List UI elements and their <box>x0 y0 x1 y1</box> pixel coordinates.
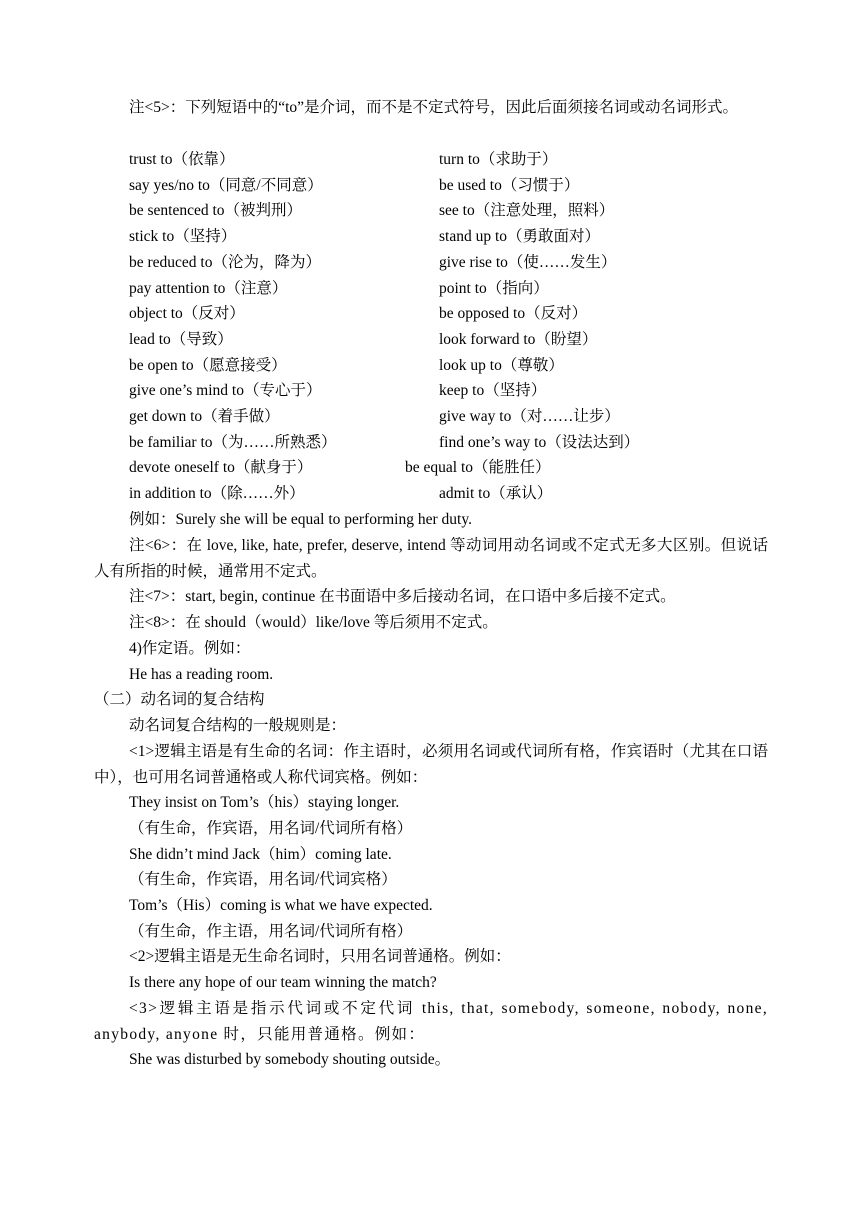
phrase-left-4: stick to（坚持） <box>129 228 237 245</box>
rule-1-example-3: Tom’s（His）coming is what we have expected. <box>129 897 433 914</box>
rule-2: <2>逻辑主语是无生命名词时，只用名词普通格。例如： <box>129 948 511 965</box>
phrase-left-11: get down to（着手做） <box>129 408 280 425</box>
phrase-left-3: be sentenced to（被判刑） <box>129 202 303 219</box>
rule-1-example-1: They insist on Tom’s（his）staying longer. <box>129 794 400 811</box>
phrase-right-11: give way to（对……让步） <box>439 408 620 425</box>
rule-1-example-3-note: （有生命，作主语，用名词/代词所有格） <box>129 923 413 940</box>
phrase-right-3: see to（注意处理，照料） <box>439 202 615 219</box>
phrase-right-8: look forward to（盼望） <box>439 331 598 348</box>
note-7: 注<7>：start, begin, continue 在书面语中多后接动名词，在口语中多后接不定式。 <box>129 588 676 605</box>
phrase-left-13: devote oneself to（献身于） <box>129 459 313 476</box>
phrase-right-6: point to（指向） <box>439 280 549 297</box>
phrase-right-4: stand up to（勇敢面对） <box>439 228 601 245</box>
rule-2-example: Is there any hope of our team winning the match? <box>129 974 437 991</box>
note-6: 注<6>：在 love, like, hate, prefer, deserve, intend 等动词用动名词或不定式无多大区别。但说话人有所指的时候，通常用不定式。 <box>94 537 768 580</box>
phrase-right-13: be equal to（能胜任） <box>405 459 551 476</box>
phrase-right-5: give rise to（使……发生） <box>439 254 617 271</box>
phrase-right-2: be used to（习惯于） <box>439 177 580 194</box>
phrase-right-12: find one’s way to（设法达到） <box>439 434 640 451</box>
phrase-left-1: trust to（依靠） <box>129 151 235 168</box>
item-4-example: He has a reading room. <box>129 666 274 683</box>
phrase-left-14: in addition to（除……外） <box>129 485 305 502</box>
phrase-left-5: be reduced to（沦为，降为） <box>129 254 321 271</box>
phrase-left-9: be open to（愿意接受） <box>129 357 287 374</box>
rule-1-example-1-note: （有生命，作宾语，用名词/代词所有格） <box>129 820 413 837</box>
phrase-right-1: turn to（求助于） <box>439 151 558 168</box>
phrase-right-9: look up to（尊敬） <box>439 357 564 374</box>
item-4: 4)作定语。例如： <box>129 640 251 657</box>
phrase-right-14: admit to（承认） <box>439 485 553 502</box>
example-1: 例如：Surely she will be equal to performing her duty. <box>129 511 472 528</box>
rule-3: <3>逻辑主语是指示代词或不定代词 this, that, somebody, someone, nobody, none, anybody, anyone 时，只能用普通格。例如： <box>94 1000 768 1043</box>
phrase-right-7: be opposed to（反对） <box>439 305 588 322</box>
phrase-left-2: say yes/no to（同意/不同意） <box>129 177 323 194</box>
phrase-left-7: object to（反对） <box>129 305 245 322</box>
phrase-right-10: keep to（坚持） <box>439 382 547 399</box>
phrase-left-12: be familiar to（为……所熟悉） <box>129 434 337 451</box>
note-5: 注<5>：下列短语中的“to”是介词，而不是不定式符号，因此后面须接名词或动名词形式。 <box>129 99 739 116</box>
section-2-title: （二）动名词的复合结构 <box>94 691 265 708</box>
phrase-left-10: give one’s mind to（专心于） <box>129 382 322 399</box>
phrase-left-6: pay attention to（注意） <box>129 280 288 297</box>
rule-1-example-2: She didn’t mind Jack（him）coming late. <box>129 846 392 863</box>
phrase-left-8: lead to（导致） <box>129 331 233 348</box>
rule-1-example-2-note: （有生命，作宾语，用名词/代词宾格） <box>129 871 397 888</box>
rule-1: <1>逻辑主语是有生命的名词：作主语时，必须用名词或代词所有格，作宾语时（尤其在口语中），也可用名词普通格或人称代词宾格。例如： <box>94 743 768 786</box>
section-2-intro: 动名词复合结构的一般规则是： <box>129 717 347 734</box>
rule-3-example: She was disturbed by somebody shouting outside。 <box>129 1051 451 1068</box>
note-8: 注<8>：在 should（would）like/love 等后须用不定式。 <box>129 614 498 631</box>
